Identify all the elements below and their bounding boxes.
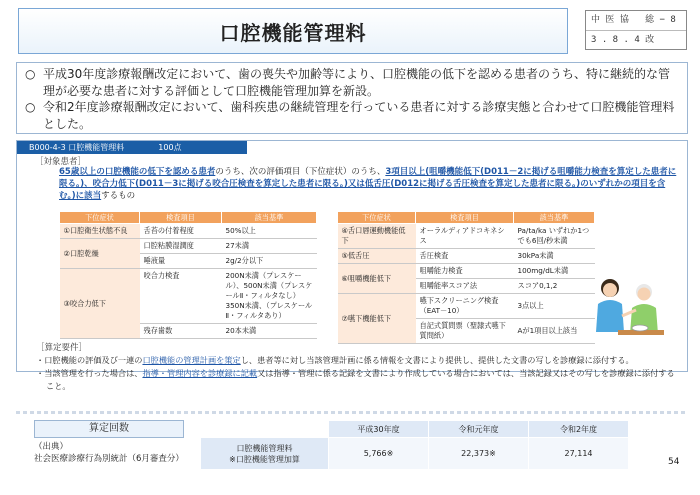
count-label-box: 算定回数 [34, 420, 184, 438]
section-divider [16, 411, 688, 414]
table-row: 自記式質問票（聖隷式嚥下質問紙） Aが1項目以上該当 [338, 319, 595, 344]
source-label: （出典） [34, 442, 69, 452]
bullet-marker: ○ [25, 100, 36, 114]
summary-item: ○ 令和2年度診療報酬改定において、歯科疾患の継続管理を行っている患者に対する診療実態と合わせて口腔機能管理料とした。 [25, 100, 675, 131]
page-title: 口腔機能管理料 [219, 20, 367, 45]
table-row: 咀嚼能率スコア法 スコア0,1,2 [338, 279, 595, 294]
table-row: ④舌口唇運動機能低下 オーラルディアドコキネシス Pa/ta/ka いずれか1つでも6回/秒未満 [338, 224, 595, 249]
stats-value: 27,114 [529, 438, 629, 470]
requirement-item: ・当該管理を行った場合は、指導・管理内容を診療録に記載又は指導・管理に係る記録を文書により作成している場合においては、当該記録又はその写しを診療録に添付すること。 [36, 368, 675, 391]
source-text: 社会医療診療行為別統計（6月審査分） [34, 454, 184, 464]
table-row: ⑦嚥下機能低下 嚥下スクリーニング検査（EAT－10） 3点以上 [338, 294, 595, 319]
table-header-row: 下位症状 検査項目 該当基準 [338, 212, 595, 224]
table-header-row: 平成30年度 令和元年度 令和2年度 [201, 421, 629, 438]
title-box [18, 8, 568, 54]
summary-box [16, 62, 688, 134]
table-row [201, 438, 629, 470]
reference-line-1: 中 医 協 総 − 8 [586, 11, 686, 31]
target-conditions: 65歳以上の口腔機能の低下を認める患者のうち、次の評価項目（下位症状）のうち、3項目以上(咀嚼機能低下(D011－2に掲げる咀嚼能力検査を算定した患者に限る。)、咬合力低下(D011－3に掲げる咬合圧検査を算定した患者に限る。)又は低舌圧(D012に掲げる舌圧検査を算定した患者に限る。)のいずれかの項目を含む。)に該当するもの [59, 167, 677, 201]
right-criteria-table [337, 211, 595, 344]
table-row: 唾液量 2g/2分以下 [60, 254, 317, 269]
table-row: ①口腔衛生状態不良 舌苔の付着程度 50%以上 [60, 224, 317, 239]
target-label: ［対象患者］ [35, 157, 87, 167]
table-header-row: 下位症状 検査項目 該当基準 [60, 212, 317, 224]
requirements-text [36, 354, 676, 393]
caregiver-illustration-icon [588, 270, 668, 350]
bullet-marker: ○ [25, 67, 36, 81]
stats-value: 22,373※ [429, 438, 529, 470]
reference-line-2: 3 . 8 . 4 改 [591, 35, 655, 45]
summary-item: ○ 平成30年度診療報酬改定において、歯の喪失や加齢等により、口腔機能の低下を認める患者のうち、特に継続的な管理が必要な患者に対する評価として口腔機能管理加算を新設。 [25, 67, 671, 98]
code-bar [17, 141, 247, 154]
requirement-item: ・口腔機能の評価及び一連の口腔機能の管理計画を策定し、患者等に対し当該管理計画に係る情報を文書により提供し、提供した文書の写しを診療録に添付する。 [36, 355, 634, 365]
source-note [34, 441, 184, 465]
requirements-label: ［算定要件］ [36, 343, 88, 353]
stats-row-label: 口腔機能管理料 ※口腔機能管理加算 [201, 438, 329, 470]
stats-table [200, 420, 629, 470]
left-criteria-table [59, 211, 317, 339]
table-row: ②口腔乾燥 口腔粘膜湿潤度 27未満 [60, 239, 317, 254]
reference-box [585, 10, 687, 50]
code-label: B000-4-3 口腔機能管理料 [29, 143, 125, 152]
table-row: ③咬合力低下 咬合力検査 200N未満（プレスケール）、500N未満（プレスケールⅡ・フィルタなし）350N未満、（プレスケールⅡ・フィルタあり） [60, 269, 317, 324]
points-label: 100点 [158, 143, 182, 152]
page-number: 54 [668, 457, 680, 467]
stats-value: 5,766※ [329, 438, 429, 470]
table-row: ⑤低舌圧 舌圧検査 30kPa未満 [338, 249, 595, 264]
table-row: 残存歯数 20本未満 [60, 324, 317, 339]
table-row: ⑥咀嚼機能低下 咀嚼能力検査 100mg/dL未満 [338, 264, 595, 279]
